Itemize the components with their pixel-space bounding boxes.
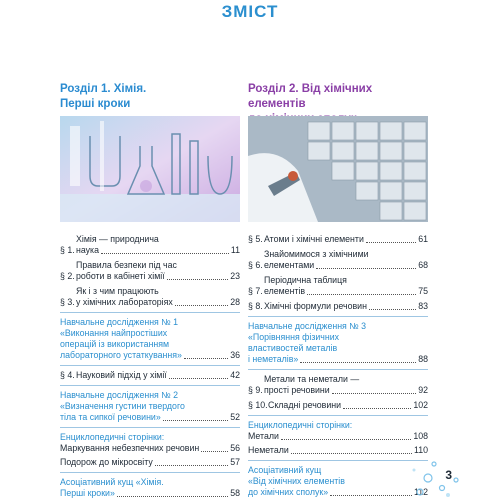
entry-number: § 10. [248,400,268,410]
entry-number: § 5. [248,234,263,244]
section-1-title-line1: Розділ 1. Хімія. [60,83,147,95]
research-title: Навчальне дослідження № 3 [248,321,367,331]
toc-entry-2[interactable] [60,260,240,282]
entry-title-cont: прості речовини [264,385,330,395]
entry-page: 75 [418,286,428,296]
encyclopedia-item: Неметали [248,445,289,455]
entry-number: § 6. [248,260,263,270]
entry-page: 83 [418,301,428,311]
divider [248,460,428,461]
entry-page: 112 [413,487,428,497]
entry-page: 110 [413,445,428,455]
toc-associative-2[interactable] [248,465,428,498]
toc-encyclopedia-1[interactable] [60,432,240,468]
research-line: і неметалів» [248,354,299,364]
entry-title-cont: елементами [264,260,315,270]
research-line: «Порівняння фізичних [248,332,340,342]
entry-page: 108 [413,431,428,441]
entry-page: 58 [230,488,240,498]
entry-title: Складні речовини [268,400,342,410]
left-column [60,82,240,503]
entry-page: 11 [230,245,240,255]
toc-research-2[interactable] [60,390,240,423]
toc-research-3[interactable] [248,321,428,365]
toc-entry-10[interactable] [248,400,428,411]
entry-page: 57 [230,457,240,467]
divider [248,316,428,317]
research-line: «Виконання найпростіших [60,328,168,338]
associative-line: «Від хімічних елементів [248,476,345,486]
entry-page: 52 [230,412,240,422]
entry-title: Хімічні формули речовин [264,301,367,311]
associative-line: до хімічних сполук» [248,487,329,497]
entry-page: 92 [418,385,428,395]
research-line: операцій із використанням [60,339,170,349]
divider [60,365,240,366]
entry-title-cont: роботи в кабінеті хімії [76,271,165,281]
toc-entry-5[interactable] [248,234,428,245]
entry-page: 28 [230,297,240,307]
divider [60,385,240,386]
associative-line: Перші кроки» [60,488,115,498]
research-title: Навчальне дослідження № 2 [60,390,179,400]
toc-entry-8[interactable] [248,301,428,312]
research-line: тіла та сипкої речовини» [60,412,161,422]
divider [248,415,428,416]
toc-entry-1[interactable] [60,234,240,256]
entry-number: § 4. [60,370,75,380]
entry-title: Знайомимося з хімічними [264,249,369,259]
page-number: 3 [445,468,452,482]
entry-title: Періодична таблиця [264,275,347,285]
entry-page: 68 [418,260,428,270]
entry-title-cont: наука [76,245,99,255]
decorative-bubbles [408,440,498,500]
entry-page: 23 [230,271,240,281]
encyclopedia-title: Енциклопедичні сторінки: [248,420,353,430]
right-column [248,82,428,502]
associative-title: Асоціативний кущ [248,465,322,475]
associative-title: Асоціативний кущ «Хімія. [60,477,164,487]
toc-encyclopedia-2[interactable] [248,420,428,456]
section-2-title-line1: Розділ 2. Від хімічних елементів [248,83,373,110]
page-title: ЗМІСТ [221,2,279,21]
section-1-title[interactable] [60,82,240,116]
encyclopedia-title: Енциклопедичні сторінки: [60,432,165,442]
lab-glassware-photo [60,116,240,222]
toc-entry-3[interactable] [60,286,240,308]
entry-title: Атоми і хімічні елементи [264,234,364,244]
entry-title: Науковий підхід у хімії [76,370,167,380]
entry-page: 56 [230,443,240,453]
entry-page: 61 [418,234,428,244]
encyclopedia-item: Маркування небезпечних речовин [60,443,200,453]
entry-title-cont: у хімічних лабораторіях [76,297,173,307]
entry-number: § 8. [248,301,263,311]
entry-title: Правила безпеки під час [76,260,177,270]
section-2-title[interactable] [248,82,428,116]
toc-entry-9[interactable] [248,374,428,396]
entry-title: Метали та неметали — [264,374,360,384]
entry-page: 42 [230,370,240,380]
entry-page: 88 [418,354,428,364]
toc-entry-7[interactable] [248,275,428,297]
toc-research-1[interactable] [60,317,240,361]
section-2-toc [248,234,428,498]
research-title: Навчальне дослідження № 1 [60,317,179,327]
encyclopedia-item: Подорож до мікросвіту [60,457,153,467]
entry-number: § 2. [60,271,75,281]
toc-associative-1[interactable] [60,477,240,499]
toc-entry-6[interactable] [248,249,428,271]
entry-page: 102 [413,400,428,410]
divider [60,427,240,428]
entry-title: Як і з чим працюють [76,286,159,296]
section-1-toc [60,234,240,499]
entry-page: 36 [230,350,240,360]
entry-title-cont: елементів [264,286,306,296]
entry-number: § 7. [248,286,263,296]
divider [60,472,240,473]
encyclopedia-item: Метали [248,431,279,441]
toc-entry-4[interactable] [60,370,240,381]
entry-number: § 1. [60,245,75,255]
periodic-table-photo [248,116,428,222]
research-line: лабораторного устаткування» [60,350,182,360]
research-line: «Визначення густини твердого [60,401,185,411]
entry-number: § 3. [60,297,75,307]
entry-title: Хімія — природнича [76,234,159,244]
divider [248,369,428,370]
divider [60,312,240,313]
section-1-title-line2: Перші кроки [60,98,131,110]
research-line: властивостей металів [248,343,338,353]
entry-number: § 9. [248,385,263,395]
